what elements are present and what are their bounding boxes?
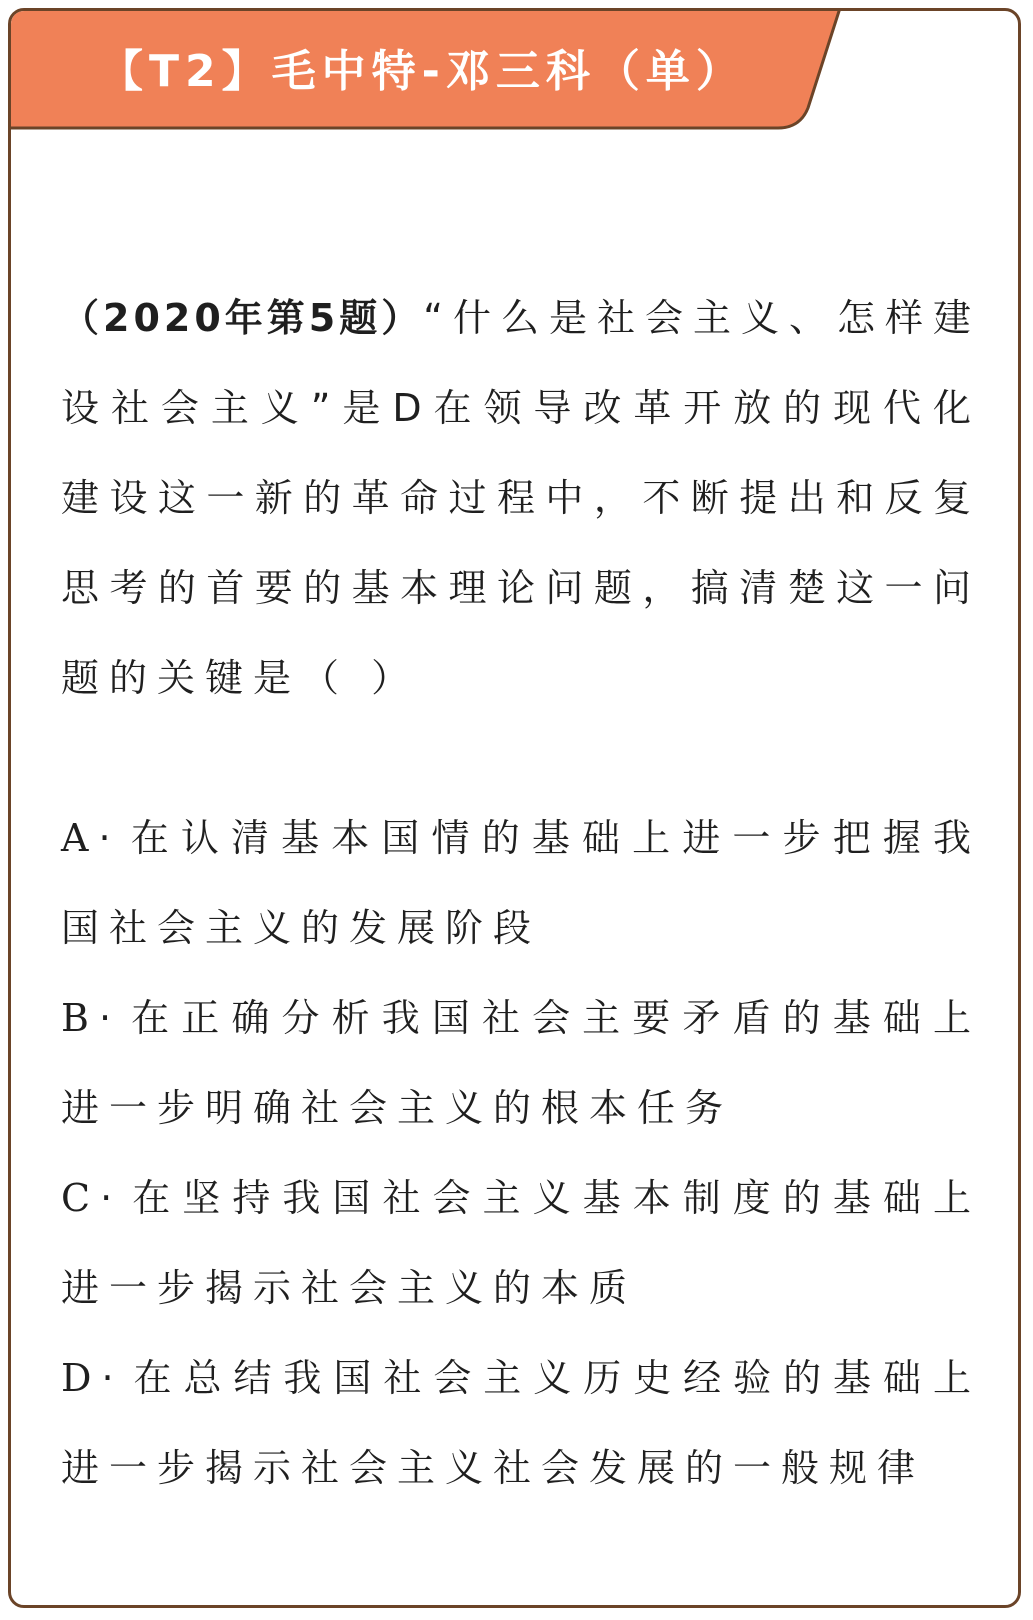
- option-c[interactable]: [61, 1153, 981, 1333]
- option-b[interactable]: [61, 973, 981, 1153]
- options-list: [61, 723, 981, 1513]
- question-body: “什么是社会主义、怎样建设社会主义”是D在领导改革开放的现代化建设这一新的革命过程中，不断提出和反复思考的首要的基本理论问题，搞清楚这一问题的关键是（ ）: [61, 296, 981, 700]
- question-text: [61, 273, 981, 723]
- header-title: 【T2】毛中特-邓三科（单）: [99, 46, 746, 97]
- option-letter: C: [61, 1176, 95, 1220]
- option-text: 在坚持我国社会主义基本制度的基础上进一步揭示社会主义的本质: [61, 1176, 981, 1310]
- question-card: [8, 8, 1021, 1608]
- option-d[interactable]: [61, 1333, 981, 1513]
- question-content: [61, 273, 981, 1513]
- option-separator: ·: [98, 816, 123, 860]
- option-separator: ·: [100, 1176, 125, 1220]
- option-text: 在总结我国社会主义历史经验的基础上进一步揭示社会主义社会发展的一般规律: [61, 1356, 981, 1490]
- option-text: 在认清基本国情的基础上进一步把握我国社会主义的发展阶段: [61, 816, 981, 950]
- question-prefix: （2020年第5题）: [61, 296, 424, 340]
- option-separator: ·: [101, 1356, 126, 1400]
- option-letter: B: [61, 996, 93, 1040]
- option-letter: D: [61, 1356, 96, 1400]
- option-text: 在正确分析我国社会主要矛盾的基础上进一步明确社会主义的根本任务: [61, 996, 981, 1130]
- option-separator: ·: [98, 996, 124, 1040]
- option-letter: A: [61, 816, 93, 860]
- option-a[interactable]: [61, 793, 981, 973]
